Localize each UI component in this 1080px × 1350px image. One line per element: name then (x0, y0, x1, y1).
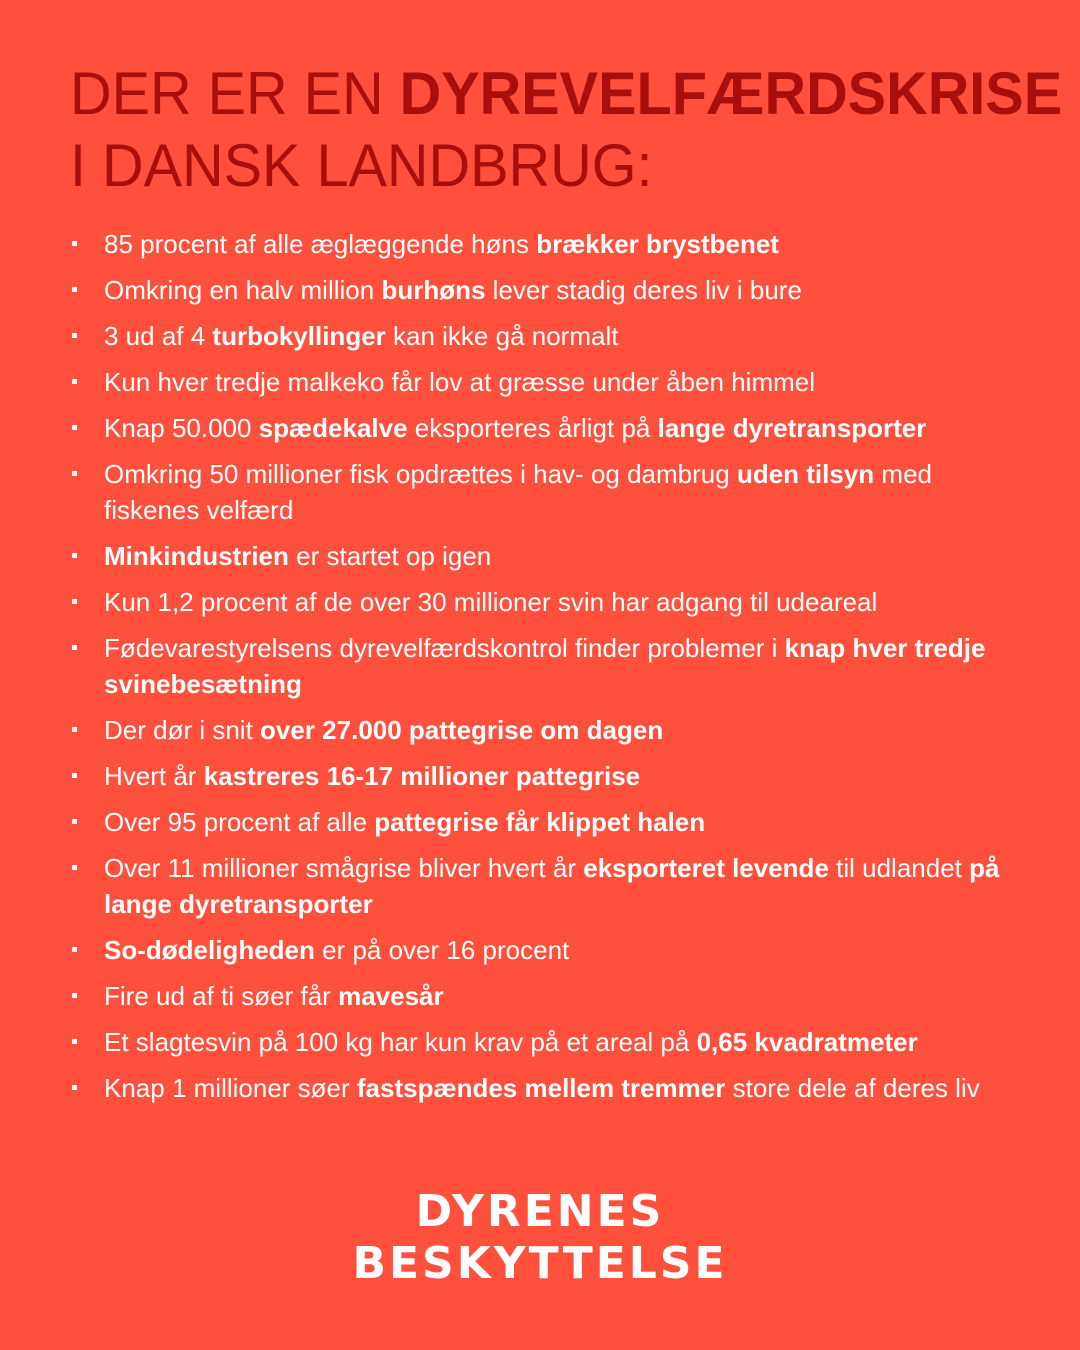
fact-emphasis: uden tilsyn (736, 459, 875, 489)
bullet-marker (72, 865, 77, 870)
fact-text: Et slagtesvin på 100 kg har kun krav på et areal på (104, 1027, 697, 1057)
fact-emphasis: turbokyllinger (212, 321, 386, 351)
fact-emphasis: Minkindustrien (104, 541, 289, 571)
bullet-marker (72, 993, 77, 998)
fact-item (70, 318, 1020, 354)
bullet-marker (72, 773, 77, 778)
fact-item (70, 410, 1020, 446)
fact-item (70, 804, 1020, 840)
fact-text: 85 procent af alle æglæggende høns (104, 229, 537, 259)
headline (70, 58, 1063, 202)
fact-item (70, 932, 1020, 968)
bullet-marker (72, 1085, 77, 1090)
bullet-marker (72, 471, 77, 476)
bullet-marker (72, 553, 77, 558)
brand-logo-line-1: DYRENES (415, 1186, 665, 1237)
fact-text: lever stadig deres liv i bure (485, 275, 802, 305)
fact-text: til udlandet (828, 853, 970, 883)
fact-emphasis: eksporteret levende (583, 853, 829, 883)
fact-item (70, 584, 1020, 620)
fact-item (70, 272, 1020, 308)
facts-list (70, 226, 1020, 1116)
fact-item (70, 978, 1020, 1014)
fact-text: Omkring en halv million (104, 275, 382, 305)
fact-emphasis: lange dyretransporter (657, 413, 927, 443)
fact-item (70, 850, 1020, 922)
fact-item (70, 456, 1020, 528)
fact-text: Kun 1,2 procent af de over 30 millioner svin har adgang til udeareal (104, 587, 878, 617)
fact-text: Omkring 50 millioner fisk opdrættes i hav- og dambrug (104, 459, 737, 489)
headline-line-2: I DANSK LANDBRUG: (70, 132, 653, 199)
fact-text: Knap 1 millioner søer (104, 1073, 357, 1103)
fact-text: store dele af deres liv (725, 1073, 980, 1103)
fact-emphasis: over 27.000 pattegrise om dagen (260, 715, 664, 745)
fact-emphasis: fastspændes mellem tremmer (356, 1073, 726, 1103)
fact-item (70, 630, 1020, 702)
fact-text: kan ikke gå normalt (385, 321, 619, 351)
headline-line-1 (70, 58, 1063, 130)
bullet-marker (72, 599, 77, 604)
fact-text: Over 11 millioner smågrise bliver hvert år (104, 853, 584, 883)
fact-item (70, 538, 1020, 574)
fact-emphasis: pattegrise får klippet halen (374, 807, 706, 837)
bullet-marker (72, 819, 77, 824)
fact-text: Hvert år (104, 761, 204, 791)
bullet-marker (72, 241, 77, 246)
fact-text: Over 95 procent af alle (104, 807, 375, 837)
brand-logo (0, 1186, 1080, 1290)
fact-item (70, 758, 1020, 794)
fact-emphasis: 0,65 kvadratmeter (696, 1027, 918, 1057)
fact-item (70, 1024, 1020, 1060)
fact-item (70, 1070, 1020, 1106)
bullet-marker (72, 645, 77, 650)
fact-emphasis: kastreres 16-17 millioner pattegrise (203, 761, 641, 791)
fact-item (70, 364, 1020, 400)
headline-emphasis: DYREVELFÆRDSKRISE (399, 60, 1063, 127)
fact-text: med fiskenes velfærd (104, 459, 932, 525)
fact-emphasis: mavesår (338, 981, 444, 1011)
fact-text: er startet op igen (288, 541, 492, 571)
fact-text: 3 ud af 4 (104, 321, 213, 351)
fact-text: Kun hver tredje malkeko får lov at græsse under åben himmel (104, 367, 816, 397)
headline-intro: DER ER EN (70, 60, 400, 127)
bullet-marker (72, 379, 77, 384)
bullet-marker (72, 287, 77, 292)
fact-text: Knap 50.000 (104, 413, 259, 443)
fact-item (70, 712, 1020, 748)
fact-emphasis: brækker brystbenet (536, 229, 779, 259)
fact-emphasis: So-dødeligheden (104, 935, 315, 965)
fact-text: Fire ud af ti søer får (104, 981, 339, 1011)
fact-emphasis: spædekalve (258, 413, 408, 443)
fact-text: er på over 16 procent (314, 935, 570, 965)
fact-item (70, 226, 1020, 262)
bullet-marker (72, 947, 77, 952)
fact-text: eksporteres årligt på (407, 413, 658, 443)
bullet-marker (72, 425, 77, 430)
fact-emphasis: på lange dyretransporter (104, 853, 1000, 919)
bullet-marker (72, 333, 77, 338)
fact-text: Fødevarestyrelsens dyrevelfærdskontrol finder problemer i (104, 633, 785, 663)
bullet-marker (72, 1039, 77, 1044)
fact-emphasis: knap hver tredje svinebesætning (104, 633, 986, 699)
fact-text: Der dør i snit (104, 715, 261, 745)
bullet-marker (72, 727, 77, 732)
fact-emphasis: burhøns (381, 275, 486, 305)
brand-logo-line-2: BESKYTTELSE (352, 1238, 728, 1289)
